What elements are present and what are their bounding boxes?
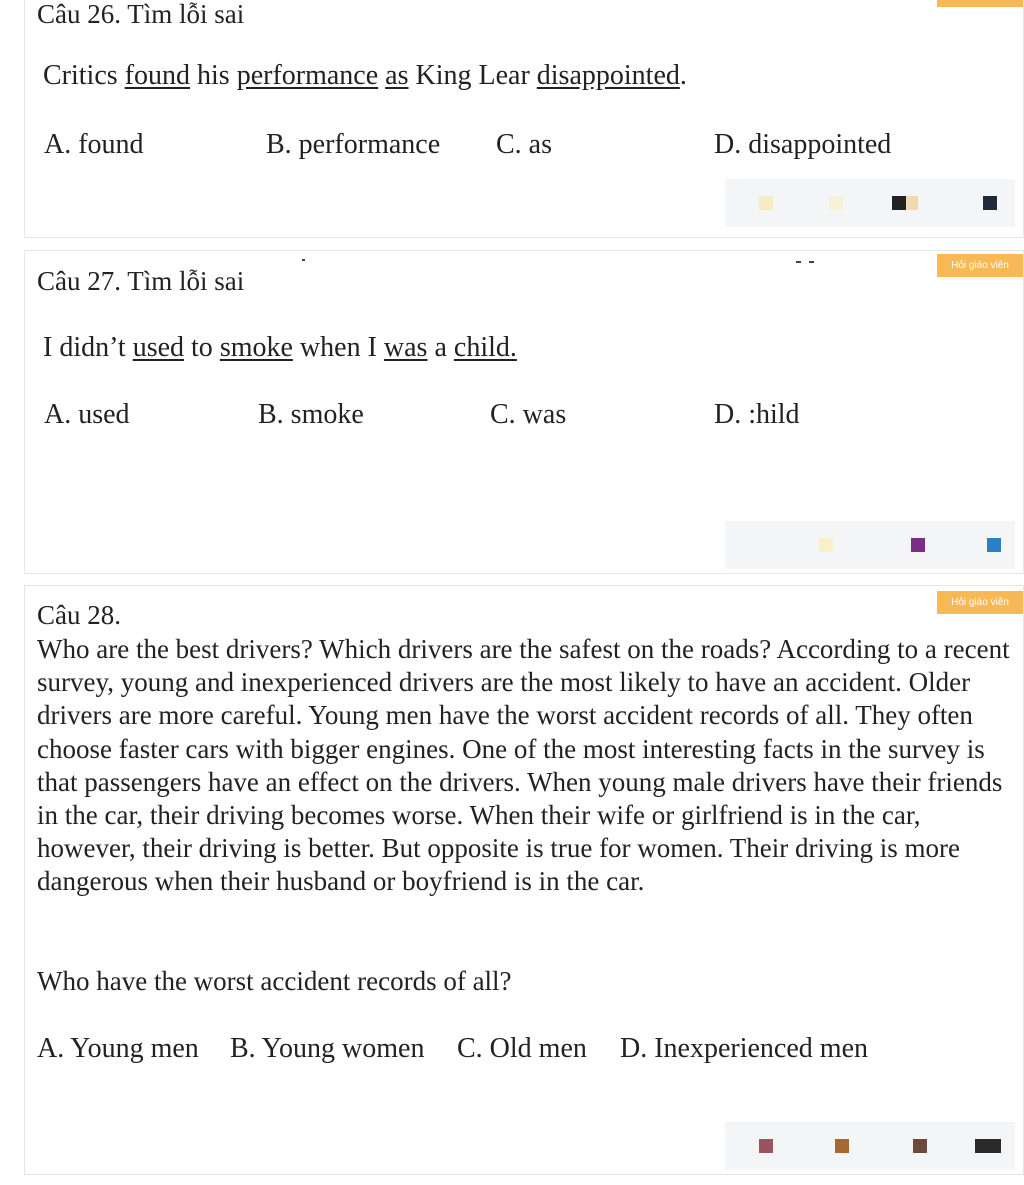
option-c[interactable]: C. Old men xyxy=(457,1033,587,1064)
underlined-word-c: as xyxy=(385,60,409,91)
option-b[interactable]: B. smoke xyxy=(258,399,364,430)
option-c[interactable]: C. was xyxy=(490,399,567,430)
vote-icon[interactable] xyxy=(829,196,843,210)
option-a[interactable]: A. used xyxy=(44,399,130,430)
underlined-word-c: was xyxy=(383,332,428,363)
comment-icon[interactable] xyxy=(892,196,906,210)
question-sentence: Critics found his performance as King Lear disappointed. xyxy=(43,60,687,91)
comment-count-icon xyxy=(906,196,918,210)
scan-mark xyxy=(809,261,814,263)
option-b[interactable]: B. performance xyxy=(266,129,441,160)
ask-teacher-button[interactable] xyxy=(937,0,1023,7)
share-icon[interactable] xyxy=(975,1139,1001,1153)
ask-teacher-button[interactable]: Hỏi giáo viên xyxy=(937,591,1023,614)
underlined-word-a: used xyxy=(132,332,185,363)
option-d[interactable]: D. :hild xyxy=(714,399,800,430)
underlined-word-d: child. xyxy=(453,332,517,363)
option-d[interactable]: D. disappointed xyxy=(714,129,892,160)
question-sentence: I didn’t used to smoke when I was a child. xyxy=(43,332,517,363)
underlined-word-a: found xyxy=(124,60,190,91)
scan-mark xyxy=(796,261,801,263)
question-title: Câu 27. Tìm lỗi sai xyxy=(37,266,245,296)
comment-icon[interactable] xyxy=(911,538,925,552)
underlined-word-b: smoke xyxy=(219,332,293,363)
action-bar xyxy=(725,521,1015,569)
option-b[interactable]: B. Young women xyxy=(230,1033,425,1064)
share-icon[interactable] xyxy=(987,538,1001,552)
reading-passage: Who are the best drivers? Which drivers are the safest on the roads? According to a recent survey, young and inexperienced drivers are the most likely to have an accident. Older drivers are more careful. Young men have the worst accident records of all. They often choose faster cars with bigger engines. One of the most interesting facts in the survey is that passengers have an effect on the drivers. When young male drivers have their friends in the car, their driving becomes worse. When their wife or girlfriend is in the car, however, their driving is better. But opposite is true for women. Their driving is more dangerous when their husband or boyfriend is in the car. xyxy=(37,634,1010,897)
question-prompt: Who have the worst accident records of all? xyxy=(37,966,512,996)
vote-icon[interactable] xyxy=(835,1139,849,1153)
ask-teacher-button[interactable]: Hỏi giáo viên xyxy=(937,254,1023,277)
like-icon[interactable] xyxy=(759,1139,773,1153)
share-icon[interactable] xyxy=(983,196,997,210)
like-icon[interactable] xyxy=(819,538,833,552)
question-card-26 xyxy=(24,0,1024,238)
option-a[interactable]: A. found xyxy=(44,129,144,160)
question-title: Câu 28. xyxy=(37,600,121,630)
action-bar xyxy=(725,1122,1015,1170)
option-a[interactable]: A. Young men xyxy=(37,1033,199,1064)
option-d[interactable]: D. Inexperienced men xyxy=(620,1033,868,1064)
question-title: Câu 26. Tìm lỗi sai xyxy=(37,0,245,29)
option-c[interactable]: C. as xyxy=(496,129,552,160)
question-card-28 xyxy=(24,585,1024,1175)
comment-icon[interactable] xyxy=(913,1139,927,1153)
question-card-27 xyxy=(24,250,1024,574)
like-icon[interactable] xyxy=(759,196,773,210)
underlined-word-d: disappointed xyxy=(536,60,680,91)
underlined-word-b: performance xyxy=(236,60,379,91)
scan-mark xyxy=(302,259,305,261)
action-bar xyxy=(725,179,1015,227)
